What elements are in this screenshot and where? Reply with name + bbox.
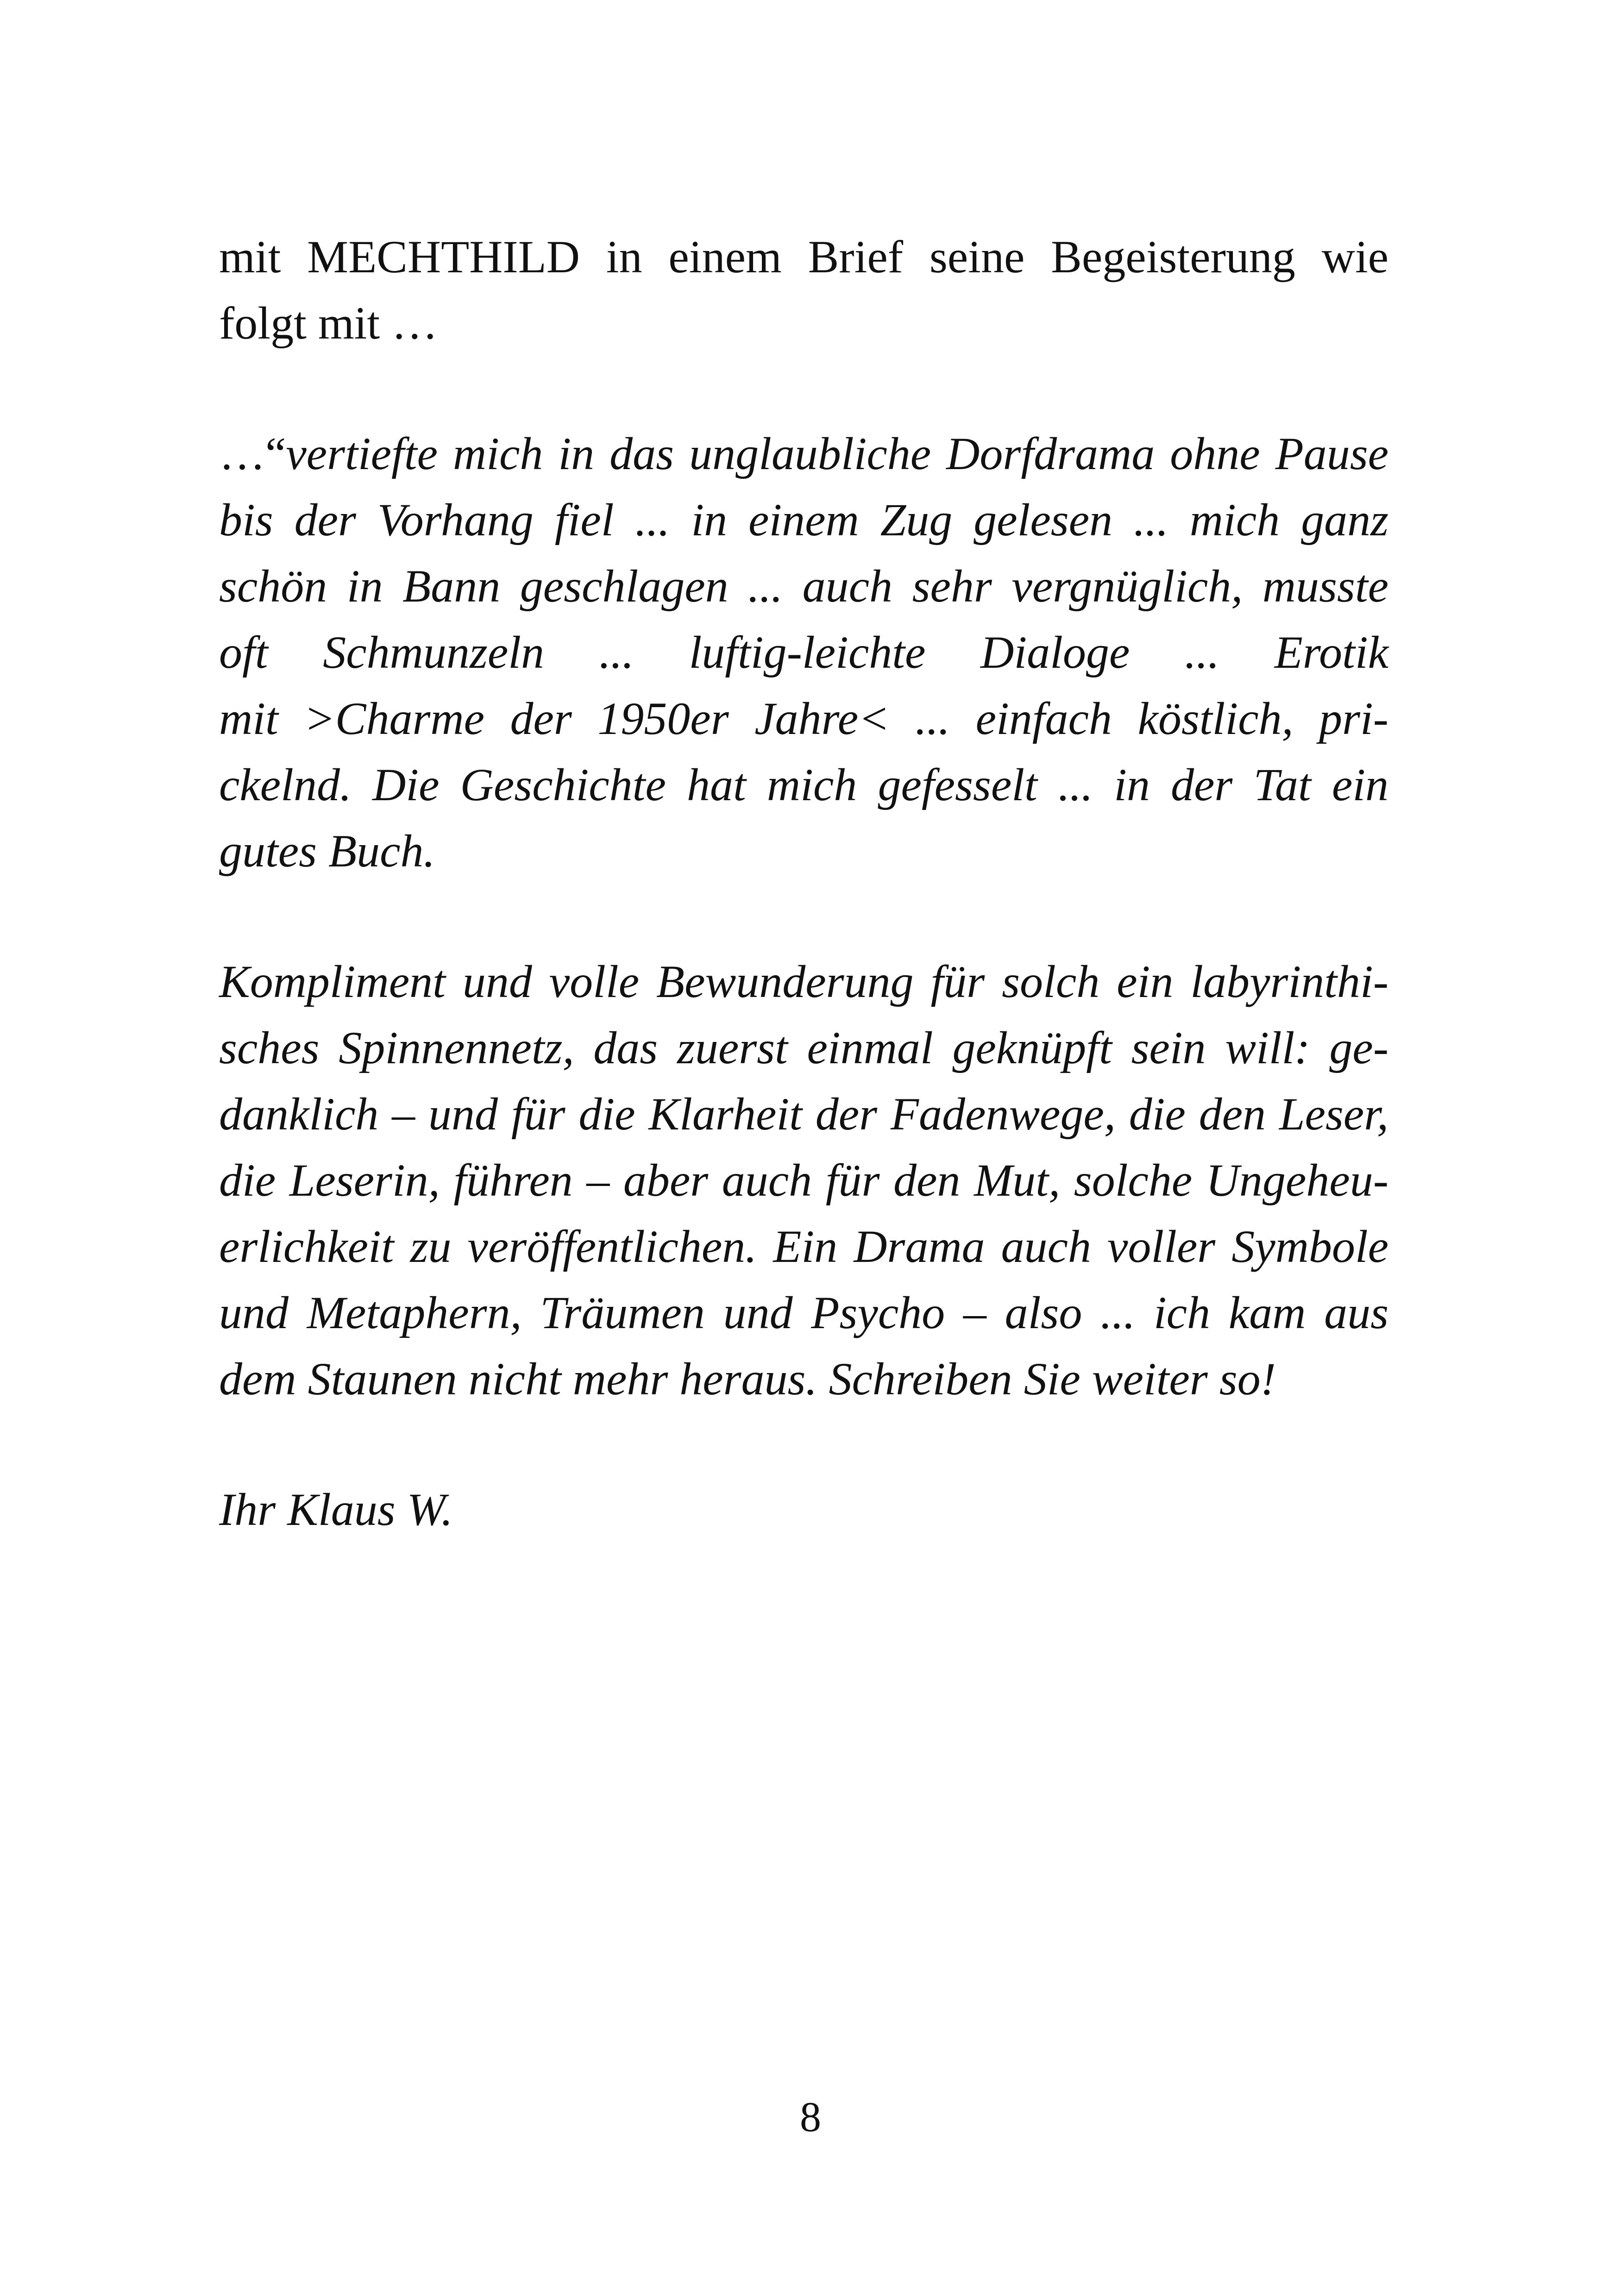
signature: Ihr Klaus W. bbox=[219, 1484, 453, 1535]
page-number: 8 bbox=[800, 2093, 821, 2140]
praise-line-6: und Metaphern, Träumen und Psycho – also ... ich kam aus bbox=[219, 1287, 1389, 1338]
quote-line-3: schön in Bann geschlagen ... auch sehr vergnüglich, musste bbox=[219, 560, 1389, 612]
quote-line-6: ckelnd. Die Geschichte hat mich gefesselt ... in der Tat ein bbox=[219, 759, 1389, 810]
praise-line-4: die Leserin, führen – aber auch für den Mut, solche Ungeheu- bbox=[219, 1154, 1389, 1206]
intro-line-1: mit MECHTHILD in einem Brief seine Begeisterung wie bbox=[219, 231, 1389, 282]
praise-line-5: erlichkeit zu veröffentlichen. Ein Drama auch voller Symbole bbox=[219, 1221, 1389, 1272]
quote-line-5: mit >Charme der 1950er Jahre< ... einfach köstlich, pri- bbox=[219, 693, 1389, 744]
quote-line-1-text: vertiefte mich in das unglaubliche Dorfdrama ohne Pause bbox=[286, 428, 1389, 479]
praise-line-7: dem Staunen nicht mehr heraus. Schreiben Sie weiter so! bbox=[219, 1353, 1276, 1405]
quote-line-2: bis der Vorhang fiel ... in einem Zug gelesen ... mich ganz bbox=[219, 494, 1389, 546]
quote-line-7: gutes Buch. bbox=[219, 825, 435, 877]
intro-line-2: folgt mit … bbox=[219, 297, 438, 349]
quote-line-4: oft Schmunzeln ... luftig-leichte Dialoge ... Erotik bbox=[219, 627, 1389, 678]
quote-line-1 bbox=[219, 428, 1389, 479]
quote-opening-mark: …“ bbox=[219, 428, 286, 479]
praise-line-2: sches Spinnennetz, das zuerst einmal geknüpft sein will: ge- bbox=[219, 1022, 1389, 1073]
praise-line-3: danklich – und für die Klarheit der Fadenwege, die den Leser, bbox=[219, 1088, 1389, 1140]
praise-line-1: Kompliment und volle Bewunderung für solch ein labyrinthi- bbox=[219, 956, 1389, 1007]
